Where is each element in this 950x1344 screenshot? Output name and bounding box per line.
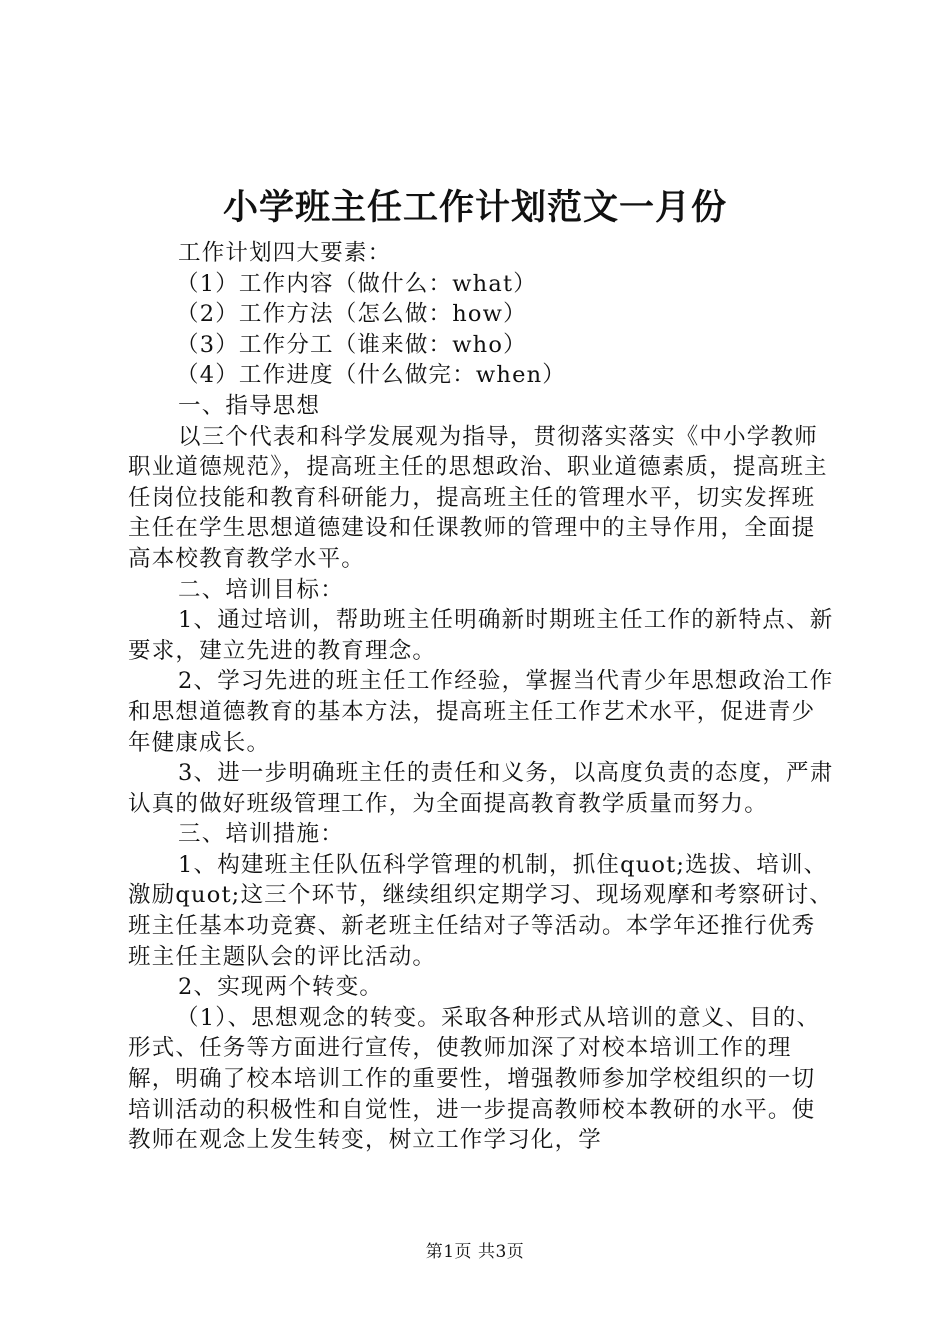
paragraph-goal-2: 2、学习先进的班主任工作经验，掌握当代青少年思想政治工作和思想道德教育的基本方法，提高班主任工作艺术水平，促进青少年健康成长。 xyxy=(128,668,834,756)
page-number-footer: 第1页 共3页 xyxy=(425,1242,525,1262)
list-item-content: （1）工作内容（做什么：what） xyxy=(176,270,537,297)
document-title: 小学班主任工作计划范文一月份 xyxy=(222,187,727,228)
paragraph-guiding-ideology: 以三个代表和科学发展观为指导，贯彻落实落实《中小学教师职业道德规范》，提高班主任的思想政治、职业道德素质，提高班主任岗位技能和教育科研能力，提高班主任的管理水平，切实发挥班主任在学生思想道德建设和任课教师的管理中的主导作用，全面提高本校教育教学水平。 xyxy=(128,423,828,572)
paragraph-goal-3: 3、进一步明确班主任的责任和义务，以高度负责的态度，严肃认真的做好班级管理工作，为全面提高教育教学质量而努力。 xyxy=(128,760,834,817)
list-item-method: （2）工作方法（怎么做：how） xyxy=(176,301,527,328)
list-item-division: （3）工作分工（谁来做：who） xyxy=(176,331,527,358)
paragraph-measure-2: 2、实现两个转变。 xyxy=(178,974,384,1001)
paragraph-goal-1: 1、通过培训，帮助班主任明确新时期班主任工作的新特点、新要求，建立先进的教育理念。 xyxy=(128,607,834,664)
section-heading-training-measures: 三、培训措施： xyxy=(178,821,344,848)
section-heading-training-goals: 二、培训目标： xyxy=(178,576,344,603)
document-body xyxy=(128,238,834,1156)
paragraph-measure-1: 1、构建班主任队伍科学管理的机制，抓住quot;选拔、培训、激励quot;这三个环节，继续组织定期学习、现场观摩和考察研讨、班主任基本功竞赛、新老班主任结对子等活动。本学年还推行优秀班主任主题队会的评比活动。 xyxy=(128,851,833,970)
paragraph-measure-2-1: （1）、思想观念的转变。采取各种形式从培训的意义、目的、形式、任务等方面进行宣传，使教师加深了对校本培训工作的理解，明确了校本培训工作的重要性，增强教师参加学校组织的一切培训活动的积极性和自觉性，进一步提高教师校本教研的水平。使教师在观念上发生转变，树立工作学习化，学 xyxy=(128,1004,821,1154)
paragraph-elements-intro: 工作计划四大要素： xyxy=(178,240,392,266)
list-item-progress: （4）工作进度（什么做完：when） xyxy=(176,362,566,389)
section-heading-guiding-ideology: 一、指导思想 xyxy=(178,392,321,419)
